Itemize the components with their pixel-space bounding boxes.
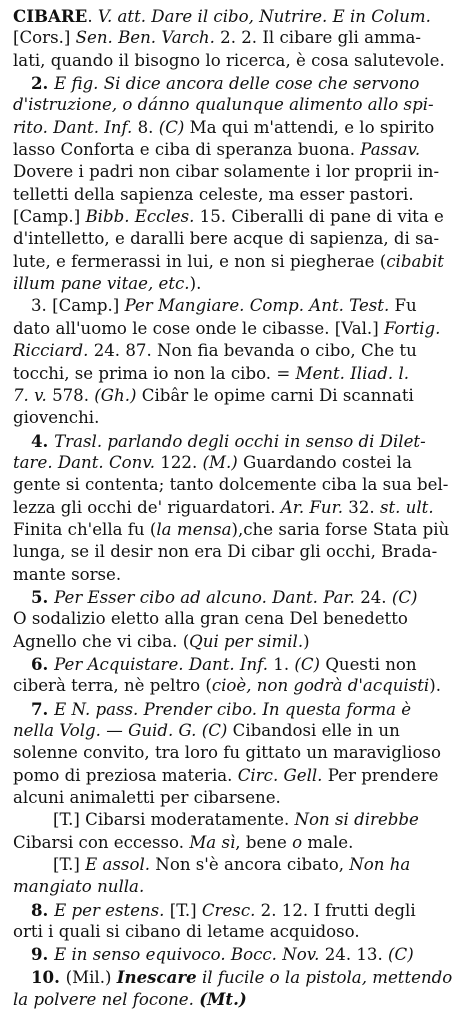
text-run: 15. Ciberalli di pane di vita e	[194, 207, 444, 227]
text-run: (Mt.)	[199, 989, 247, 1010]
text-run: o	[292, 832, 303, 852]
text-run: Trasl. parlando degli occhi in senso di Dilet-	[54, 431, 426, 451]
entry-line	[13, 5, 465, 27]
entry-line	[13, 497, 465, 519]
text-run: Guardando costei la	[237, 452, 412, 472]
entry-line	[13, 228, 465, 250]
text-run: Dovere i padri non cibar solamente i lor proprii in-	[13, 162, 440, 182]
entry-line	[13, 675, 465, 697]
text-run: Ment. Iliad. l.	[295, 363, 410, 383]
entry-line	[13, 117, 465, 139]
sense-5-line	[13, 586, 465, 608]
text-run: 578.	[46, 385, 95, 405]
text-run: (Gh.)	[94, 385, 137, 405]
text-run: orti i quali si cibano di letame acquidoso.	[13, 922, 360, 942]
entry-line	[13, 407, 465, 429]
entry-line	[13, 608, 465, 630]
text-run: O sodalizio eletto alla gran cena Del benedetto	[13, 609, 408, 629]
text-run: Cibandosi elle in un	[227, 721, 400, 740]
text-run: , bene	[235, 832, 293, 852]
text-run: Cibarsi con eccesso.	[13, 832, 190, 852]
entry-line	[13, 340, 465, 362]
text-run: E N. pass. Prender cibo. In questa forma è	[54, 699, 412, 719]
sense-7-line	[13, 698, 465, 720]
entry-line	[13, 318, 465, 340]
text-run: 10.	[31, 966, 66, 987]
text-run: Non si direbbe	[294, 810, 419, 830]
text-run: [T.]	[53, 855, 86, 875]
text-run: lunga, se il desir non era Di cibar gli occhi, Brada-	[13, 542, 438, 562]
entry-line	[13, 988, 465, 1010]
text-run: mante sorse.	[13, 564, 122, 584]
text-run: E assol.	[85, 855, 151, 875]
text-run: [T.] Cibarsi moderatamente.	[53, 810, 295, 830]
text-run: 3. [Camp.]	[31, 296, 125, 316]
text-run: lezza gli occhi de' riguardatori.	[13, 497, 281, 517]
text-run: Bibb. Eccles.	[85, 207, 195, 227]
text-run: Questi non	[320, 654, 417, 674]
text-run: 5.	[31, 586, 55, 607]
text-run: alcuni animaletti per cibarsene.	[13, 788, 281, 808]
text-run: E fig. Si dice ancora delle cose che servono	[54, 74, 420, 94]
entry-line	[13, 787, 465, 809]
text-run: Per Acquistare. Dant. Inf.	[54, 654, 268, 674]
entry-line	[13, 184, 465, 206]
text-run: Cresc.	[201, 900, 256, 920]
text-run: 24. 13.	[319, 945, 389, 965]
sense-9-line	[13, 943, 465, 965]
text-run: 7. v.	[13, 385, 47, 405]
entry-line	[13, 452, 465, 474]
subsense-line	[13, 854, 465, 876]
text-run: 24.	[354, 587, 392, 607]
text-run: il fucile o la pistola, mettendo	[201, 967, 453, 987]
text-run: Circ. Gell.	[237, 765, 323, 785]
text-run: 9.	[31, 944, 55, 965]
text-run: la mensa	[156, 519, 232, 539]
entry-line	[13, 94, 465, 116]
text-run: 2. 12. I frutti degli	[255, 900, 416, 920]
text-run: tare. Dant. Conv.	[13, 452, 156, 472]
text-run: cioè, non godrà d'acquisti	[211, 676, 430, 696]
text-run: telletti della sapienza celeste, ma esser pastori.	[13, 184, 414, 204]
text-run: mangiato nulla.	[13, 877, 145, 897]
text-run: gente si contenta; tanto dolcemente ciba la sua bel-	[13, 475, 449, 495]
text-run: 4.	[31, 430, 55, 451]
text-run: (C)	[294, 654, 321, 674]
text-run: Non ha	[349, 855, 411, 875]
text-run: Per Esser cibo ad alcuno. Dant. Par.	[54, 587, 355, 607]
entry-line	[13, 161, 465, 183]
text-run: tocchi, se prima io non la cibo. =	[13, 363, 296, 383]
text-run: la polvere nel focone.	[13, 990, 194, 1010]
entry-line	[13, 720, 465, 742]
text-run: Fu	[389, 296, 417, 316]
sense-4-line	[13, 430, 465, 452]
text-run: Agnello che vi ciba. (	[13, 631, 190, 651]
entry-line	[13, 139, 465, 161]
text-run: CIBARE	[13, 6, 88, 26]
text-run: 122.	[155, 452, 203, 472]
entry-line	[13, 765, 465, 787]
text-run: ),che saria forse Stata più	[231, 519, 450, 539]
text-run: Inescare	[116, 966, 197, 987]
text-run: 6.	[31, 653, 55, 674]
text-run: solenne convito, tra loro fu gittato un maraviglioso	[13, 743, 441, 763]
text-run: 2. 2. Il cibare gli amma-	[214, 28, 422, 48]
entry-line	[13, 631, 465, 653]
text-run: nella Volg. — Guid. G.	[13, 721, 197, 740]
text-run: lati, quando il bisogno lo ricerca, è cosa salutevole.	[13, 50, 445, 70]
sense-3-line	[13, 295, 465, 317]
entry-line	[13, 206, 465, 228]
text-run: )	[303, 631, 310, 651]
text-run: Cibâr le opime carni Di scannati	[136, 385, 414, 405]
text-run: Sen. Ben. Varch.	[75, 28, 215, 48]
sense-2-line	[13, 72, 465, 94]
sense-8-line	[13, 899, 465, 921]
text-run: ).	[189, 274, 202, 294]
text-run: dato all'uomo le cose onde le cibasse. [Val.]	[13, 318, 384, 338]
text-run: Passav.	[360, 140, 421, 160]
entry-line	[13, 876, 465, 898]
text-run: pomo di preziosa materia.	[13, 765, 238, 785]
entry-line	[13, 564, 465, 586]
sense-10-line	[13, 966, 465, 988]
subsense-line	[13, 809, 465, 831]
text-run: illum pane vitae, etc.	[13, 274, 190, 294]
entry-line	[13, 742, 465, 764]
text-run: ).	[429, 676, 441, 696]
entry-line	[13, 921, 465, 943]
text-run: Ricciard.	[13, 341, 89, 361]
text-run: (M.)	[202, 452, 238, 472]
text-run: E in senso equivoco. Bocc. Nov.	[54, 945, 320, 965]
text-run: (C)	[391, 587, 418, 607]
text-run: 8.	[31, 899, 55, 920]
text-run: d'intelletto, e daralli bere acque di sapienza, di sa-	[13, 229, 440, 249]
entry-line	[13, 519, 465, 541]
text-run: [T.]	[164, 900, 202, 920]
text-run: .	[87, 7, 98, 26]
text-run: (C)	[201, 721, 228, 740]
text-run: d'istruzione, o dánno qualunque alimento allo spi-	[13, 95, 434, 115]
text-run: (C)	[158, 117, 185, 137]
text-run: 8.	[132, 117, 159, 137]
entry-line	[13, 251, 465, 273]
text-run: lute, e fermerassi in lui, e non si piegherae (	[13, 251, 387, 271]
entry-line	[13, 27, 465, 49]
text-run: Per Mangiare. Comp. Ant. Test.	[124, 296, 390, 316]
entry-line	[13, 474, 465, 496]
text-run: 1.	[268, 654, 295, 674]
text-run: 7.	[31, 698, 55, 719]
text-run: ciberà terra, nè peltro (	[13, 676, 212, 696]
text-run: Ma sì	[189, 832, 236, 852]
entry-line	[13, 541, 465, 563]
entry-cibare	[13, 5, 465, 1010]
text-run: Non s'è ancora cibato,	[150, 855, 350, 875]
text-run: Finita ch'ella fu (	[13, 519, 157, 539]
text-run: E per estens.	[54, 900, 165, 920]
text-run: giovenchi.	[13, 408, 100, 428]
entry-line	[13, 273, 465, 295]
text-run: (Mil.)	[65, 967, 117, 987]
text-run: [Cors.]	[13, 28, 76, 48]
text-run: 24. 87. Non fia bevanda o cibo, Che tu	[88, 341, 417, 361]
entry-line	[13, 50, 465, 72]
text-run: male.	[302, 832, 354, 852]
text-run: 2.	[31, 73, 55, 94]
text-run: 32.	[343, 497, 380, 517]
entry-line	[13, 385, 465, 407]
text-run: [Camp.]	[13, 207, 86, 227]
text-run: lasso Conforta e ciba di speranza buona.	[13, 140, 361, 160]
text-run: Ar. Fur.	[280, 497, 343, 517]
text-run: st. ult.	[379, 497, 434, 517]
text-run: (C)	[388, 945, 414, 965]
text-run: V. att. Dare il cibo, Nutrire. E in Colum.	[97, 7, 431, 26]
entry-line	[13, 832, 465, 854]
text-run: Fortig.	[383, 318, 441, 338]
text-run: cibabit	[386, 251, 444, 271]
text-run: rito. Dant. Inf.	[13, 117, 133, 137]
text-run: Per prendere	[322, 765, 439, 785]
sense-6-line	[13, 653, 465, 675]
entry-line	[13, 363, 465, 385]
text-run: Qui per simil.	[189, 631, 304, 651]
text-run: Ma qui m'attendi, e lo spirito	[184, 117, 435, 137]
